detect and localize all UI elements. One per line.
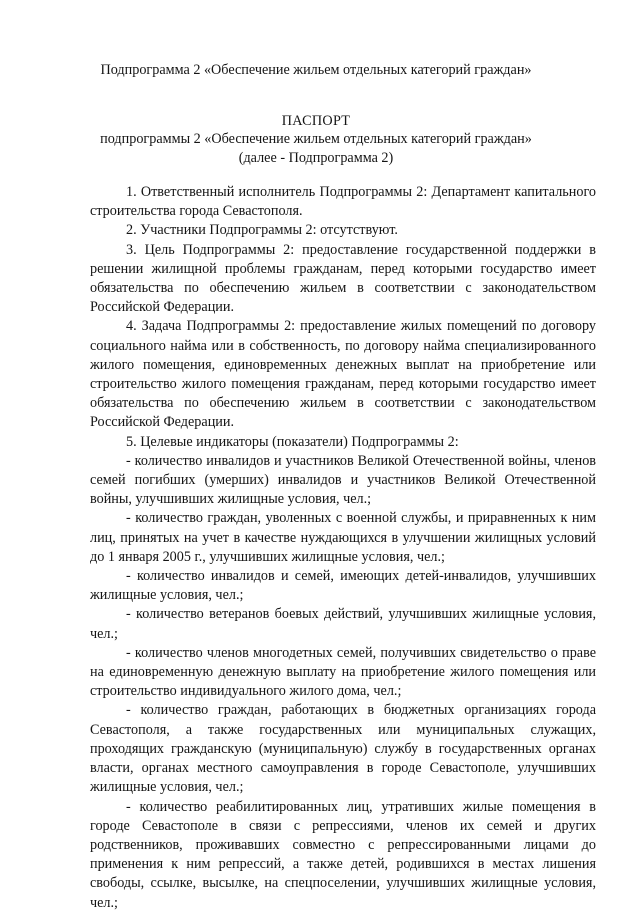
indicator-item: - количество членов многодетных семей, получивших свидетельство о праве на единовременную денежную выплату на приобретение жилого помещения или строительство индивидуального жилого дома, чел.;	[90, 644, 596, 700]
indicator-item: - количество инвалидов и семей, имеющих детей-инвалидов, улучшивших жилищные условия, чел.;	[90, 568, 596, 604]
paragraph-responsible-executor: 1. Ответственный исполнитель Подпрограммы 2: Департамент капитального строительства города Севастополя.	[90, 184, 596, 220]
paragraph-goal: 3. Цель Подпрограммы 2: предоставление государственной поддержки в решении жилищной проблемы гражданам, перед которыми государство имеет обязательства по обеспечению жильем в соответствии с законодательством Российской Федерации.	[90, 241, 596, 316]
paragraph-indicators-heading: 5. Целевые индикаторы (показатели) Подпрограммы 2:	[126, 433, 459, 450]
passport-subtitle	[0, 130, 632, 167]
passport-subtitle-line-1: подпрограммы 2 «Обеспечение жильем отдельных категорий граждан»	[100, 131, 532, 147]
passport-heading: ПАСПОРТ	[281, 113, 351, 129]
indicator-item: - количество инвалидов и участников Великой Отечественной войны, членов семей погибших (умерших) инвалидов и участников Великой Отечественной войны, улучшивших жилищные условия, чел.;	[90, 452, 596, 508]
passport-subtitle-line-2: (далее - Подпрограмма 2)	[238, 149, 394, 166]
indicator-item: - количество реабилитированных лиц, утративших жилые помещения в городе Севастополе в связи с репрессиями, членов их семей и других родственников, проживавших совместно с репрессированными лицами до применения к ним репрессий, а также детей, родившихся в местах лишения свободы, ссылке, высылке, на спецпоселении, улучшивших жилищные условия, чел.;	[90, 798, 596, 911]
paragraph-participants: 2. Участники Подпрограммы 2: отсутствуют.	[126, 222, 398, 239]
paragraph-task: 4. Задача Подпрограммы 2: предоставление жилых помещений по договору социального найма или в собственность, по договору найма специализированного жилого помещения, единовременных денежных выплат на приобретение или строительство жилого помещения гражданам, перед которыми государство имеет обязательства по обеспечению жильем в соответствии с законодательством Российской Федерации.	[90, 318, 596, 431]
indicator-item: - количество граждан, работающих в бюджетных организациях города Севастополя, а также государственных или муниципальных служащих, проходящих гражданскую (муниципальную) службу в государственных органах власти, органах местного самоуправления в городе Севастополе, улучшивших жилищные условия, чел.;	[90, 702, 596, 796]
indicator-item: - количество ветеранов боевых действий, улучшивших жилищные условия, чел.;	[90, 606, 596, 642]
document-title: Подпрограмма 2 «Обеспечение жильем отдельных категорий граждан»	[100, 62, 532, 78]
indicator-item: - количество граждан, уволенных с военной службы, и приравненных к ним лиц, принятых на учет в качестве нуждающихся в улучшении жилищных условий до 1 января 2005 г., улучшивших жилищные условия, чел.;	[90, 510, 596, 565]
document-body	[90, 183, 596, 913]
